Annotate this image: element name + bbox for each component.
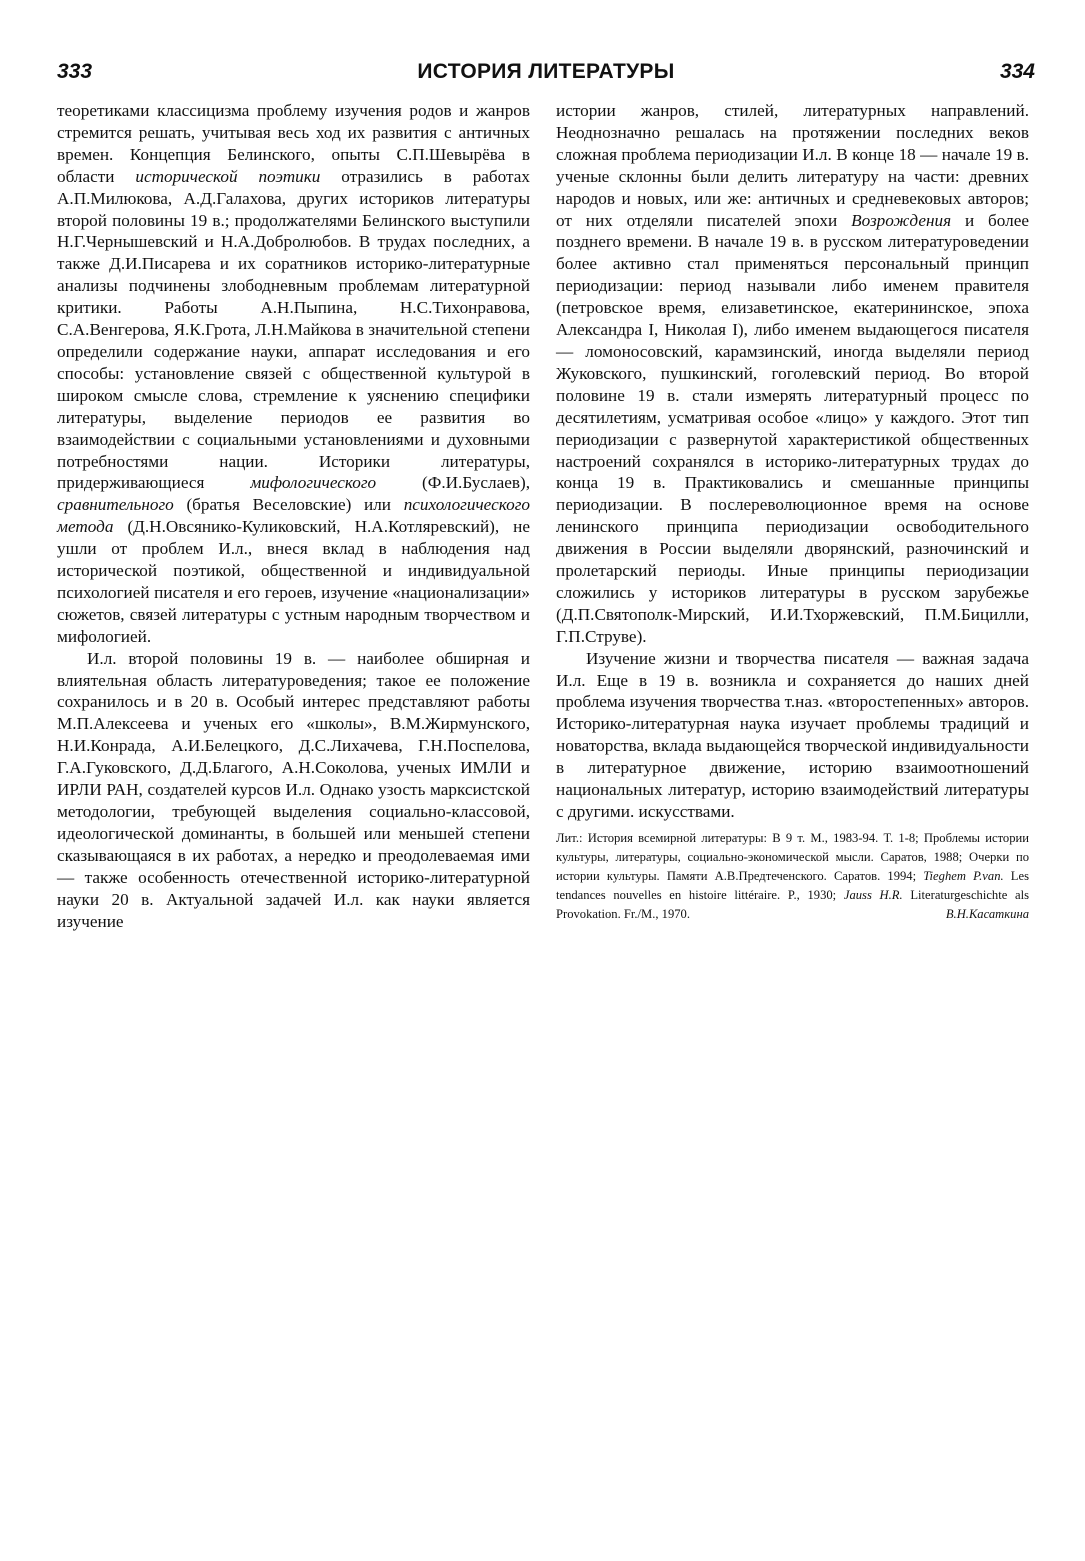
paragraph [556,100,1029,648]
text-run: отразились в работах А.П.Милюкова, А.Д.Галахова, других историков литературы второй половины 19 в.; продолжателями Белинского выступили Н.Г.Чернышевский и Н.А.Добролюбов. В трудах последних, а также Д.И.Писарева и их соратников историко-литературные анализы подчинены злободневным проблемам литературной критики. Работы А.Н.Пыпина, Н.С.Тихонравова, С.А.Венгерова, Я.К.Грота, Л.Н.Майкова в значительной степени определили содержание науки, аппарат исследования и его способы: установление связей с общественной культурой в широком смысле слова, стремление к уяснению специфики литературы, выделение периодов ее развития во взаимодействии с социальными установлениями и духовными потребностями нации. Историки литературы, придерживающиеся [57,166,530,493]
right-column [556,100,1029,924]
paragraph [57,100,530,648]
italic-term: мифологического [250,473,377,493]
bibliography [556,829,1029,924]
italic-term: Jauss H.R. [843,887,903,902]
text-run: Literaturgeschichte als Provokation. Fr./M., 1970. [556,887,1030,921]
italic-term: сравнительного [57,495,174,515]
text-run: Изучение жизни и творчества писателя — важная задача И.л. Еще в 19 в. возникла и сохраняется до наших дней проблема изучения творчества т.наз. «второстепенных» авторов. Историко-литературная наука изучает проблемы традиций и новаторства, вклада выдающейся творческой индивидуальности в литературное движение, историю взаимоотношений национальных литератур, историю взаимодействий литературы с другими. искусствами. [556,648,1029,821]
left-column [57,100,530,932]
text-run: истории жанров, стилей, литературных направлений. Неоднозначно решалась на протяжении последних веков сложная проблема периодизации И.л. В конце 18 — начале 19 в. ученые склонны были делить литературу на части: древних народов и новых, или же: античных и средневековых авторов; от них отделяли писателей эпохи [556,101,1029,230]
text-run: и более позднего времени. В начале 19 в. в русском литературоведении более активно стал применяться персональный принцип периодизации: период называли либо именем правителя (петровское время, елизаветинское, екатерининское, эпоха Александра I, Николая I), либо именем выдающегося писателя — ломоносовский, карамзинский, иногда выделяли период Жуковского, пушкинский, гоголевский период. Во второй половине 19 в. стали измерять литературный процесс по десятилетиям, усматривая особое «лицо» у каждого. Этот тип периодизации с развернутой характеристикой общественных настроений сохранялся в историко-литературных трудах до конца 19 в. Практиковались и смешанные принципы периодизации. В послереволюционное время на основе ленинского принципа периодизации освободительного движения в России выделяли дворянский, разночинский и пролетарский периоды. Иные принципы периодизации сложились у историков литературы в русском зарубежье (Д.П.Святополк-Мирский, И.И.Тхоржевский, П.М.Бицилли, Г.П.Струве). [556,210,1029,646]
paragraph [57,648,530,933]
italic-term: Tieghem P.van. [923,868,1004,883]
running-title: ИСТОРИЯ ЛИТЕРАТУРЫ [417,60,675,83]
paragraph [556,648,1029,823]
page-number-right: 334 [999,60,1035,83]
text-run: Les tendances nouvelles en histoire littéraire. P., 1930; [556,868,1029,902]
italic-term: исторической поэтики [135,166,321,186]
italic-term: психологического метода [57,495,530,537]
article-author: В.Н.Касаткина [945,906,1029,921]
page-number-left: 333 [57,60,93,83]
text-run: (Д.Н.Овсянико-Куликовский, Н.А.Котляревский), не ушли от проблем И.л., внеся вклад в наблюдения над исторической поэтикой, общественной и индивидуальной психологией писателя и его героев, изучение «национализации» сюжетов, связей литературы с устным народным творчеством и мифологией. [57,517,530,646]
italic-term: Возрождения [851,210,952,230]
text-run: теоретиками классицизма проблему изучения родов и жанров стремится решать, учитывая весь ход их развития с античных времен. Концепция Белинского, опыты С.П.Шевырёва в области [57,101,530,186]
text-run: (Ф.И.Буслаев), [376,473,530,493]
page-header [57,60,1035,88]
text-run: И.л. второй половины 19 в. — наиболее обширная и влиятельная область литературоведения; такое ее положение сохранилось и в 20 в. Особый интерес представляют работы М.П.Алексеева и ученых его «школы», В.М.Жирмунского, Н.И.Конрада, А.И.Белецкого, Д.С.Лихачева, Г.Н.Поспелова, Г.А.Гуковского, Д.Д.Благого, А.Н.Соколова, ученых ИМЛИ и ИРЛИ РАН, создателей курсов И.л. Однако узость марксистской методологии, требующей выделения социально-классовой, идеологической доминанты, в большей или меньшей степени сказывающаяся в их работах, а нередко и преодолеваемая ими — также особенность отечественной историко-литературной науки 20 в. Актуальной задачей И.л. как науки является изучение [57,648,530,931]
text-run: Лит.: История всемирной литературы: В 9 т. М., 1983-94. Т. 1-8; Проблемы истории культуры, литературы, социально-экономической мысли. Саратов, 1988; Очерки по истории культуры. Памяти А.В.Предтеченского. Саратов. 1994; [556,830,1029,883]
text-run: (братья Веселовские) или [173,495,404,515]
